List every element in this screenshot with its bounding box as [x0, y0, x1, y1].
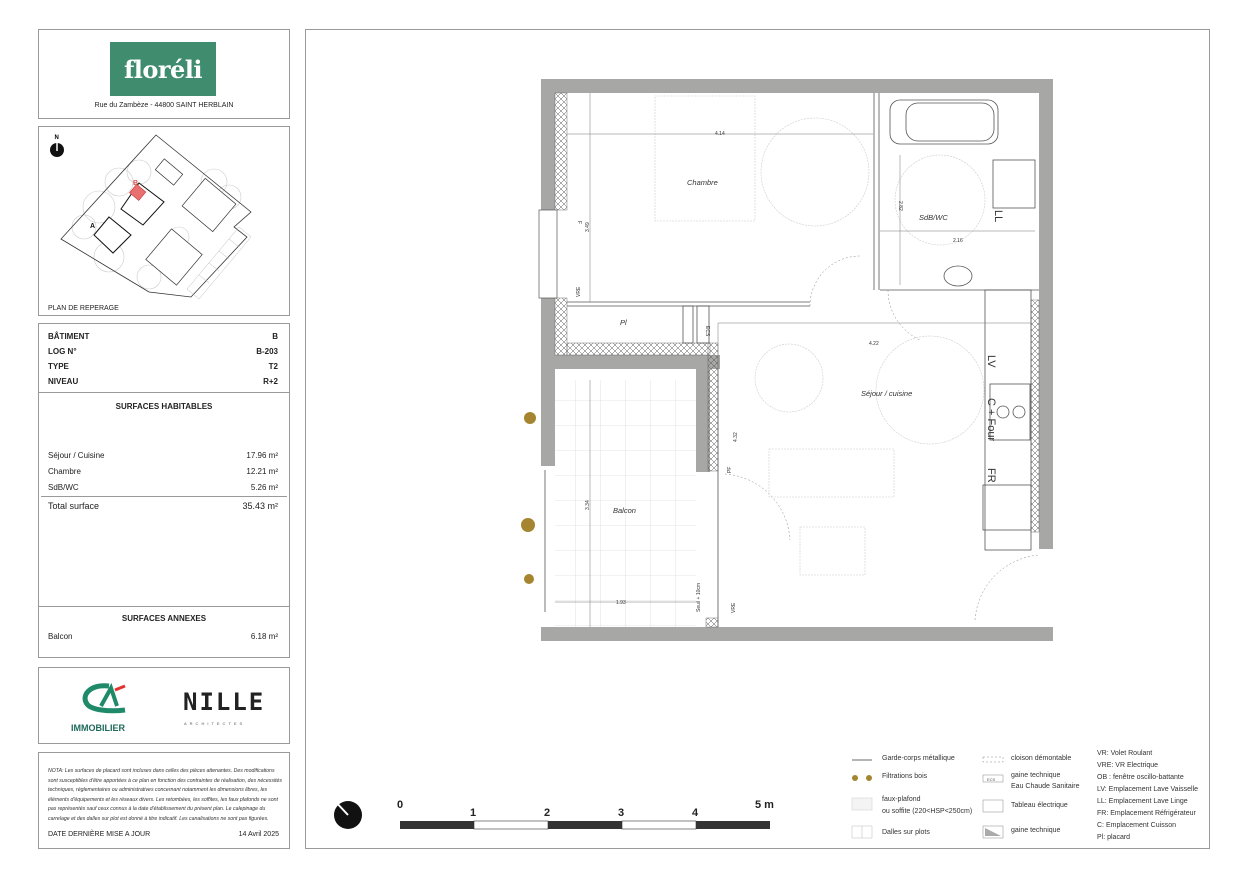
info-value: B-203 [256, 347, 278, 356]
wood-filtration-icon [521, 412, 536, 584]
seuil-label: Seuil + 10cm [696, 582, 702, 612]
info-value: T2 [268, 362, 278, 371]
info-label: TYPE [48, 362, 69, 371]
legend-shaft: gaine technique [1011, 827, 1061, 834]
scale-label: 0 [397, 799, 404, 811]
legend-wood: Filtrations bois [882, 773, 928, 780]
tag-ll: LL [992, 210, 1004, 223]
annex-label: Balcon [48, 632, 73, 641]
wood-filtration-icon [852, 775, 858, 781]
tag-ecs: ECS [704, 326, 710, 337]
north-label: N [54, 135, 59, 141]
surface-label: SdB/WC [48, 483, 79, 492]
tag-lv: LV [985, 355, 997, 368]
surfaces-title: SURFACES HABITABLES [115, 402, 213, 411]
scale-label: 3 [618, 807, 625, 819]
room-placard: Pl [620, 318, 627, 327]
annex-value: 6.18 m² [250, 632, 278, 641]
tag-f: F [576, 221, 582, 225]
abbr: VR: Volet Roulant [1097, 750, 1153, 757]
annexes-title: SURFACES ANNEXES [121, 614, 207, 623]
dim-chambre-h: 3.49 [585, 222, 591, 232]
abbr: Pl: placard [1097, 834, 1131, 841]
info-value: R+2 [263, 377, 278, 386]
nille-sub: ARCHITECTES [184, 721, 246, 726]
note-text: NOTA: Les surfaces de placard sont incluses dans celles des pièces attenantes. Des modifications sont susceptibles d'être apportées à ce plan en fonction des contraintes de réalisation, des nécessités techniques, réglementaires ou administratives concernant notamment les dimensions libres, les éléments d'équipements et les réseaux divers. Les retombées, les soffites, les faux plafonds ne sont pas représentés sauf ceux connus à la date d'établissement du présent plan. Le calepinage du carrelage et des dalles sur plot est donné à titre indicatif. Les canalisations ne sont pas figurées. [48, 768, 282, 822]
building-a-label: A [90, 223, 96, 230]
scale-label: 5 m [755, 799, 774, 811]
legend-ecs: Eau Chaude Sanitaire [1011, 783, 1080, 790]
info-label: LOG N° [48, 347, 77, 356]
legend-shaft-ecs: gaine technique [1011, 772, 1061, 779]
scale-label: 2 [544, 807, 551, 819]
legend-electrical: Tableau électrique [1011, 802, 1068, 809]
info-label: BÂTIMENT [48, 332, 90, 341]
room-chambre: Chambre [687, 178, 718, 187]
info-value: B [272, 332, 278, 341]
total-value: 35.43 m² [242, 501, 278, 511]
false-ceiling-icon [852, 798, 872, 810]
dim-balcon-w: 1.93 [616, 600, 626, 606]
room-sejour: Séjour / cuisine [861, 389, 913, 398]
site-plan-caption: PLAN DE REPERAGE [48, 305, 119, 312]
electrical-panel-icon [983, 800, 1003, 812]
legend-false-ceiling-2: ou soffite (220<HSP<250cm) [882, 808, 973, 815]
legend-railing: Garde-corps métallique [882, 755, 955, 762]
dim-balcon-h: 3.34 [585, 500, 591, 510]
ca-label: IMMOBILIER [71, 723, 125, 733]
dim-sejour-h: 4.32 [733, 432, 739, 442]
nille-logo: NILLE [183, 688, 266, 716]
window [539, 210, 557, 298]
dim-sdb-w: 2.16 [953, 238, 963, 244]
tag-pf: PF [727, 466, 733, 473]
abbr: OB : fenêtre oscillo-battante [1097, 774, 1184, 781]
surface-value: 12.21 m² [246, 467, 278, 476]
surface-label: Chambre [48, 467, 81, 476]
tag-fr: FR [985, 468, 997, 483]
dim-sdb-h: 2.82 [897, 201, 903, 211]
scale-label: 1 [470, 807, 477, 819]
legend-partition: cloison démontable [1011, 755, 1072, 762]
brand-logo: floréli [110, 42, 216, 96]
tag-vre: VRE [731, 602, 737, 613]
surface-value: 5.26 m² [250, 483, 278, 492]
tag-vre: VRE [576, 286, 582, 297]
removable-partition-icon [983, 757, 1003, 762]
abbr: LV: Emplacement Lave Vaisselle [1097, 786, 1199, 793]
total-label: Total surface [48, 501, 100, 511]
dim-sejour-w: 4.22 [869, 341, 879, 347]
building-b-label: B [133, 180, 139, 187]
surface-value: 17.96 m² [246, 451, 278, 460]
ecs-tag: ECS [987, 777, 996, 782]
surface-label: Séjour / Cuisine [48, 451, 105, 460]
scale-label: 4 [692, 807, 699, 819]
date-value: 14 Avril 2025 [238, 831, 279, 838]
abbr: C: Emplacement Cuisson [1097, 822, 1176, 829]
abbr: VRE: VR Electrique [1097, 762, 1159, 769]
tag-c-four: C + Four [985, 398, 997, 442]
dim-chambre-w: 4.14 [715, 131, 725, 137]
abbr: LL: Emplacement Lave Linge [1097, 798, 1188, 805]
date-label: DATE DERNIÈRE MISE A JOUR [48, 831, 151, 838]
legend-false-ceiling-1: faux-plafond [882, 796, 921, 803]
address: Rue du Zambèze - 44800 SAINT HERBLAIN [94, 102, 234, 109]
room-balcon: Balcon [613, 506, 636, 515]
info-label: NIVEAU [48, 377, 79, 386]
room-sdb: SdB/WC [919, 213, 948, 222]
legend-slabs: Dalles sur plots [882, 829, 930, 836]
balcony-tiles [555, 380, 696, 627]
abbr: FR: Emplacement Réfrigérateur [1097, 810, 1196, 817]
scale-bar [400, 821, 770, 829]
